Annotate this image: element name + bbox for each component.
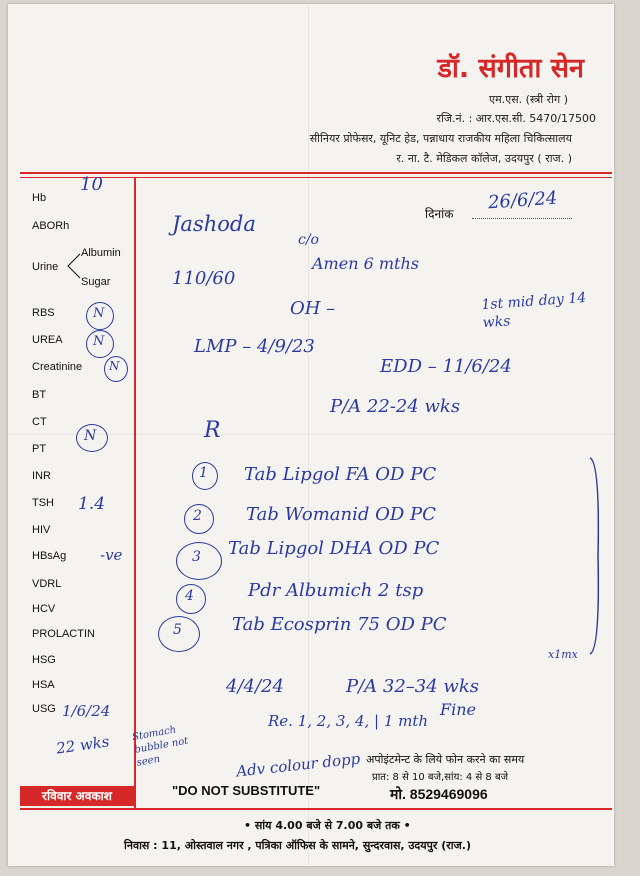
doctor-name: डॉ. संगीता सेन	[437, 53, 584, 84]
followup-repeat: Re. 1, 2, 3, 4, | 1 mth	[268, 712, 429, 730]
lab-albumin: Albumin	[81, 247, 121, 259]
do-not-substitute: "DO NOT SUBSTITUTE"	[172, 783, 321, 798]
urine-bracket	[66, 252, 82, 280]
handwritten-date: 26/6/24	[487, 187, 559, 214]
medicine-bracket	[588, 456, 602, 656]
lab-bt: BT	[32, 389, 47, 401]
medicine-5: Tab Ecosprin 75 OD PC	[232, 614, 447, 635]
lab-urine: Urine	[32, 261, 59, 273]
medicine-1: Tab Lipgol FA OD PC	[244, 464, 437, 485]
usg-date: 1/6/24	[62, 702, 111, 720]
obstetric-history: OH –	[290, 298, 336, 319]
med-3-number: 3	[192, 549, 201, 565]
followup-date: 4/4/24	[226, 676, 284, 697]
followup-fine: Fine	[440, 700, 476, 719]
medicine-2: Tab Womanid OD PC	[246, 504, 436, 525]
patient-name: Jashoda	[172, 212, 256, 236]
med-4-number: 4	[185, 588, 194, 604]
header-rule	[20, 172, 612, 174]
appointment-timing: प्रात: 8 से 10 बजे,सांय: 4 से 8 बजे	[372, 772, 509, 783]
lab-hsa: HSA	[32, 679, 55, 691]
hb-value: 10	[80, 174, 103, 195]
evening-timing: • सांय 4.00 बजे से 7.00 बजे तक •	[244, 819, 411, 832]
lab-inr: INR	[32, 470, 51, 482]
lab-hcv: HCV	[32, 603, 56, 615]
lab-pt: PT	[32, 443, 47, 455]
complaint-co: c/o	[298, 232, 319, 248]
lab-creatinine: Creatinine	[32, 361, 83, 373]
margin-rule	[134, 178, 136, 808]
designation: सीनियर प्रोफेसर, यूनिट हेड, पन्नाधाय राजकीय महिला चिकित्सालय	[309, 132, 572, 145]
lab-hbsag: HBsAg	[32, 550, 67, 562]
mobile-number: मो. 8529469096	[390, 786, 488, 802]
med-5-number: 5	[173, 622, 182, 638]
date-line	[472, 218, 572, 219]
lab-urea: UREA	[32, 334, 63, 346]
appointment-note: अपोइंटमेन्ट के लिये फोन करने का समय	[366, 753, 525, 766]
lab-usg: USG	[32, 703, 56, 715]
registration-number: रजि.नं. : आर.एस.सी. 5470/17500	[436, 112, 596, 125]
lab-hsg: HSG	[32, 654, 56, 666]
edd: EDD – 11/6/24	[380, 356, 512, 377]
lab-prolactin: PROLACTIN	[32, 628, 95, 640]
stomach-note: Stomach bubble not seen	[131, 724, 190, 769]
medicine-4: Pdr Albumich 2 tsp	[248, 580, 424, 601]
footer-rule	[20, 808, 612, 810]
blood-pressure: 110/60	[172, 268, 236, 289]
med-1-number: 1	[199, 465, 208, 481]
lmp: LMP – 4/9/23	[194, 336, 315, 357]
doctor-degree: एम.एस. (स्त्री रोग )	[489, 93, 568, 106]
usg-weeks: 22 wks	[55, 732, 111, 758]
side-note: Adv colour dopp	[235, 749, 361, 781]
ct-mark: N	[84, 428, 97, 444]
lab-hb: Hb	[32, 192, 47, 204]
sunday-holiday-badge: रविवार अवकाश	[20, 786, 134, 806]
creatinine-mark: N	[109, 359, 120, 373]
lab-hiv: HIV	[32, 524, 51, 536]
per-abdomen: P/A 22-24 wks	[330, 396, 461, 417]
header-rule	[20, 177, 612, 178]
rx-symbol: R	[204, 418, 221, 443]
date-label: दिनांक	[425, 207, 454, 221]
followup-per-abdomen: P/A 32–34 wks	[346, 676, 479, 697]
hbsag-value: -ve	[100, 546, 123, 564]
tsh-value: 1.4	[78, 494, 106, 514]
lab-sugar: Sugar	[81, 276, 111, 288]
urea-mark: N	[93, 334, 105, 349]
medicine-3: Tab Lipgol DHA OD PC	[228, 538, 440, 559]
med-2-number: 2	[193, 508, 202, 524]
complaint-amenorrhea: Amen 6 mths	[312, 254, 419, 273]
lab-vdrl: VDRL	[32, 578, 62, 590]
lab-ct: CT	[32, 416, 47, 428]
residence-address: निवास : 11, ओस्तवाल नगर , पत्रिका ऑफिस के सामने, सुन्दरवास, उदयपुर (राज.)	[124, 839, 471, 852]
lab-tsh: TSH	[32, 497, 54, 509]
rbs-mark: N	[93, 306, 105, 321]
lab-aborh: ABORh	[32, 220, 70, 232]
duration-note: x1mx	[548, 648, 578, 661]
oh-detail: 1st mid day 14 wks	[480, 289, 587, 332]
lab-rbs: RBS	[32, 307, 55, 319]
college: र. ना. टै. मेडिकल कॉलेज, उदयपुर ( राज. )	[396, 152, 572, 165]
